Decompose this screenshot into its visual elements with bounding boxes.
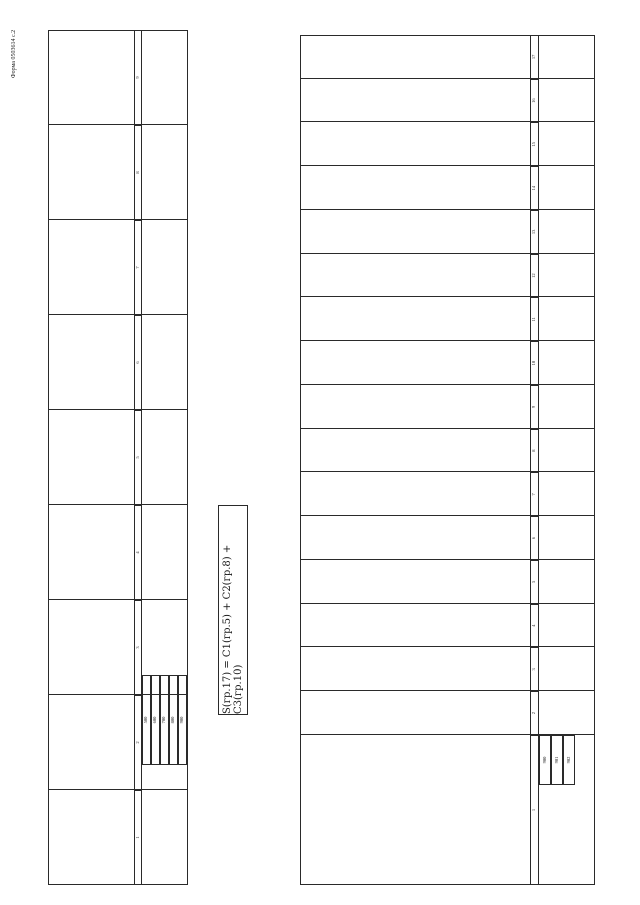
column-number: 6	[134, 315, 142, 410]
column-number: 12	[530, 254, 539, 298]
column-number: 2	[134, 695, 142, 790]
column-divider	[300, 428, 595, 429]
column-number: 5	[134, 410, 142, 505]
column-divider	[300, 165, 595, 166]
column-number: 9	[134, 30, 142, 125]
column-number: 10	[530, 341, 539, 385]
column-number: 17	[530, 35, 539, 79]
formula-text: S(гр.17) = C1(гр.5) + C2(гр.8) + C3(гр.10)	[218, 505, 248, 715]
column-divider	[300, 647, 595, 648]
column-number: 3	[530, 648, 539, 692]
column-divider	[300, 559, 595, 560]
column-number: 8	[530, 429, 539, 473]
column-number: 4	[530, 604, 539, 648]
column-number: 13	[530, 210, 539, 254]
column-divider	[48, 314, 188, 315]
row-code: 800	[169, 675, 178, 765]
column-divider	[48, 409, 188, 410]
column-divider	[300, 734, 595, 735]
column-number: 1	[530, 735, 539, 885]
column-divider	[300, 78, 595, 79]
column-divider	[48, 694, 188, 695]
column-number: 2	[530, 691, 539, 735]
column-divider	[48, 219, 188, 220]
row-code: 902	[563, 735, 575, 785]
column-number: 9	[530, 385, 539, 429]
column-divider	[48, 124, 188, 125]
column-number: 6	[530, 516, 539, 560]
row-code: 901	[551, 735, 563, 785]
column-divider	[300, 690, 595, 691]
column-number: 4	[134, 505, 142, 600]
column-number: 15	[530, 123, 539, 167]
column-divider	[48, 789, 188, 790]
column-divider	[300, 209, 595, 210]
column-divider	[48, 599, 188, 600]
column-number: 16	[530, 79, 539, 123]
column-number: 7	[530, 473, 539, 517]
formula-box	[218, 505, 248, 715]
calculation-table	[300, 35, 595, 885]
column-number: 5	[530, 560, 539, 604]
column-divider	[300, 603, 595, 604]
distribution-table	[48, 30, 188, 885]
column-number: 8	[134, 125, 142, 220]
column-number: 14	[530, 166, 539, 210]
row-code: 500	[142, 675, 151, 765]
column-divider	[300, 253, 595, 254]
column-number: 7	[134, 220, 142, 315]
column-divider	[300, 340, 595, 341]
column-number: 11	[530, 298, 539, 342]
column-divider	[300, 297, 595, 298]
column-number: 3	[134, 600, 142, 695]
row-code: 700	[160, 675, 169, 765]
form-code: Форма 0503614 с.2	[11, 29, 17, 79]
column-divider	[300, 515, 595, 516]
column-divider	[300, 122, 595, 123]
row-code: 600	[151, 675, 160, 765]
row-code: 900	[539, 735, 551, 785]
column-divider	[48, 504, 188, 505]
row-code: 900	[178, 675, 187, 765]
column-divider	[300, 472, 595, 473]
column-divider	[300, 384, 595, 385]
column-number: 1	[134, 790, 142, 885]
